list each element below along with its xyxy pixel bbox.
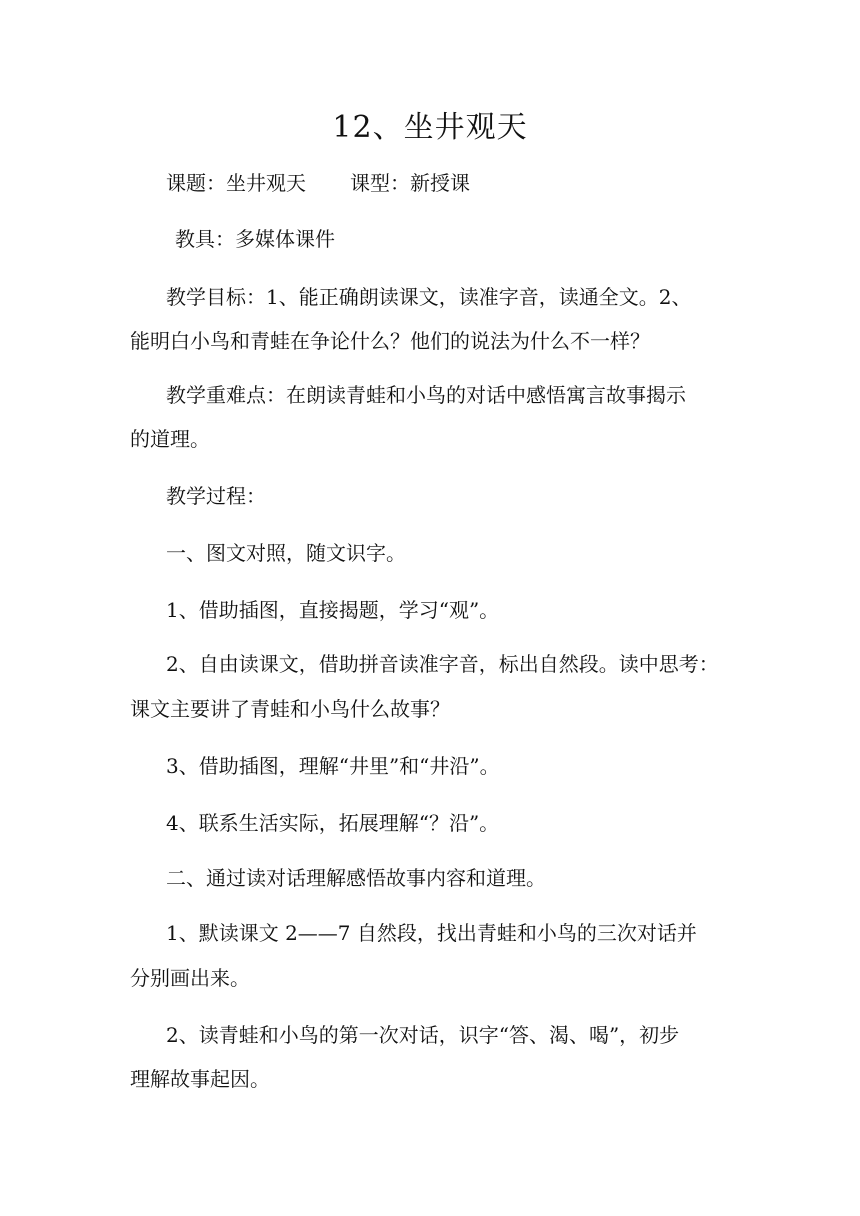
process-heading: 教学过程： <box>166 484 266 508</box>
step-1-1: 1、借助插图，直接揭题，学习“观”。 <box>166 598 500 622</box>
lesson-type: 课型：新授课 <box>350 171 470 195</box>
step-1-2-line-2: 课文主要讲了青蛙和小鸟什么故事？ <box>130 697 450 721</box>
step-1-3: 3、借助插图，理解“井里”和“井沿”。 <box>166 754 500 778</box>
step-1-4: 4、联系生活实际，拓展理解“？沿”。 <box>166 811 500 835</box>
teaching-aids: 教具：多媒体课件 <box>175 227 335 251</box>
section-one-heading: 一、图文对照，随文识字。 <box>166 541 406 565</box>
step-1-2-line-1: 2、自由读课文，借助拼音读准字音，标出自然段。读中思考： <box>166 652 719 676</box>
key-points-line-1: 教学重难点：在朗读青蛙和小鸟的对话中感悟寓言故事揭示 <box>166 383 686 407</box>
step-2-2-line-2: 理解故事起因。 <box>130 1067 270 1091</box>
lesson-info-line <box>166 166 776 200</box>
key-points-line-2: 的道理。 <box>130 427 210 451</box>
step-2-2-line-1: 2、读青蛙和小鸟的第一次对话，识字“答、渴、喝”，初步 <box>166 1023 680 1047</box>
step-2-1-line-2: 分别画出来。 <box>130 966 250 990</box>
step-2-1-line-1: 1、默读课文 2——7 自然段，找出青蛙和小鸟的三次对话并 <box>166 921 697 945</box>
teaching-goals-line-1: 教学目标：1、能正确朗读课文，读准字音，读通全文。2、 <box>166 285 692 309</box>
teaching-goals-line-2: 能明白小鸟和青蛙在争论什么？他们的说法为什么不一样？ <box>130 329 650 353</box>
document-title: 12、坐井观天 <box>332 110 528 145</box>
lesson-topic: 课题：坐井观天 <box>166 171 306 195</box>
section-two-heading: 二、通过读对话理解感悟故事内容和道理。 <box>166 866 546 890</box>
